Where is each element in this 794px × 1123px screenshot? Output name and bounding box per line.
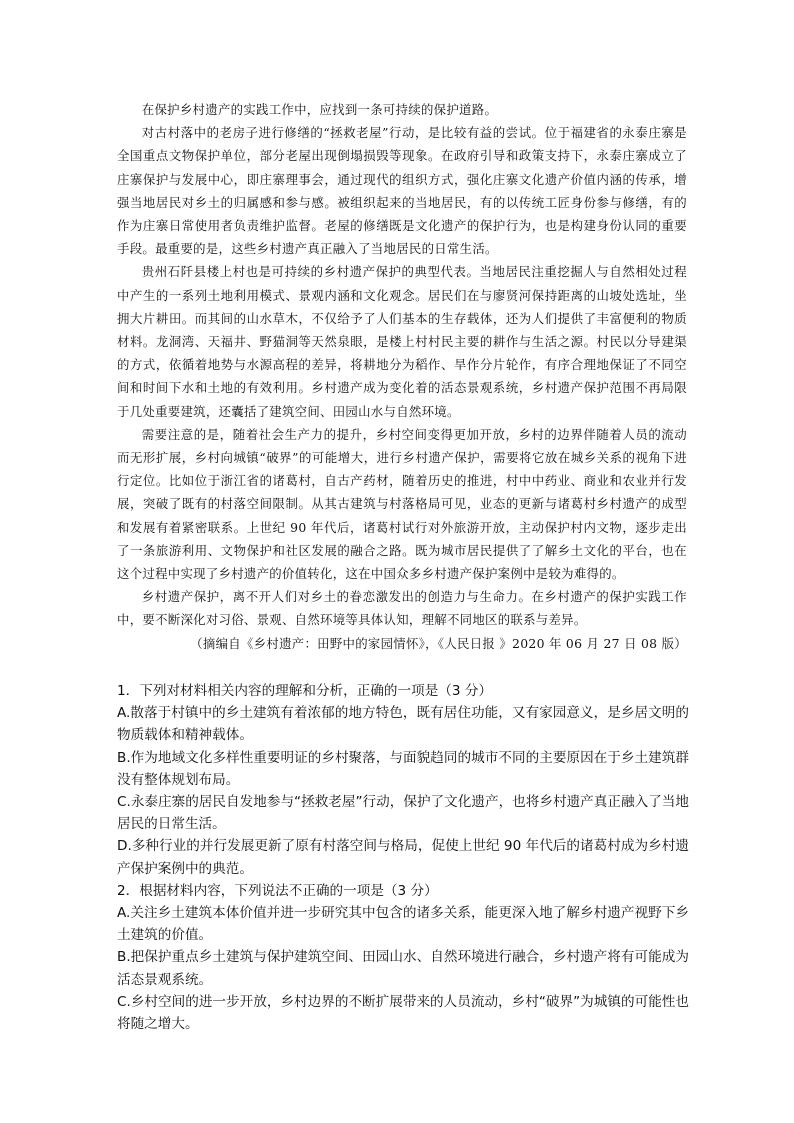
question-1-stem: 1．下列对材料相关内容的理解和分析，正确的一项是（3 分） <box>117 683 493 699</box>
source-citation: （摘编自《乡村遗产：田野中的家园情怀》，《人民日报 》2020 年 06 月 27 日 08 版） <box>190 635 687 651</box>
passage-paragraph: 乡村遗产保护，离不开人们对乡土的眷恋激发出的创造力与生命力。在乡村遗产的保护实践工作中，要不断深化对习俗、景观、自然环境等具体认知，理解不同地区的联系与差异。 <box>117 589 687 628</box>
question-1-option-d: D.多种行业的并行发展更新了原有村落空间与格局，促使上世纪 90 年代后的诸葛村成为乡村遗产保护案例中的典范。 <box>117 838 689 877</box>
question-2-option-c: C.乡村空间的进一步开放，乡村边界的不断扩展带来的人员流动，乡村“破界”为城镇的可能性也将随之增大。 <box>117 993 689 1033</box>
question-2-stem: 2．根据材料内容，下列说法不正确的一项是（3 分） <box>117 882 438 899</box>
question-2-option-a: A.关注乡土建筑本体价值并进一步研究其中包含的诸多关系，能更深入地了解乡村遗产视野下乡土建筑的价值。 <box>117 905 689 944</box>
reading-passage <box>117 98 687 655</box>
passage-paragraph: 需要注意的是，随着社会生产力的提升，乡村空间变得更加开放，乡村的边界伴随着人员的流动而无形扩展，乡村向城镇“破界”的可能增大，进行乡村遗产保护，需要将它放在城乡关系的视角下进行定位。比如位于浙江省的诸葛村，自古产药材，随着历史的推进，村中中药业、商业和农业并行发展，突破了既有的村落空间限制。从其古建筑与村落格局可见，业态的更新与诸葛村乡村遗产的成型和发展有着紧密联系。上世纪 90 年代后，诸葛村试行对外旅游开放，主动保护村内文物，逐步走出了一条旅游利用、文物保护和社区发展的融合之路。既为城市居民提供了了解乡土文化的平台，也在这个过程中实现了乡村遗产的价值转化，这在中国众多乡村遗产保护案例中是较为难得的。 <box>117 426 687 582</box>
question-1-option-c: C.永泰庄寨的居民自发地参与“拯救老屋”行动，保护了文化遗产，也将乡村遗产真正融入了当地居民的日常生活。 <box>117 794 689 833</box>
question-1-option-b: B.作为地域文化多样性重要明证的乡村聚落，与面貌趋同的城市不同的主要原因在于乡土建筑群没有整体规划布局。 <box>117 749 689 788</box>
question-section <box>117 680 689 1035</box>
question-2-option-b: B.把保护重点乡土建筑与保护建筑空间、田园山水、自然环境进行融合，乡村遗产将有可能成为活态景观系统。 <box>117 949 689 988</box>
passage-paragraph: 对古村落中的老房子进行修缮的“拯救老屋”行动，是比较有益的尝试。位于福建省的永泰庄寨是全国重点文物保护单位，部分老屋出现倒塌损毁等现象。在政府引导和政策支持下，永泰庄寨成立了庄寨保护与发展中心，即庄寨理事会，通过现代的组织方式，强化庄寨文化遗产价值内涵的传承，增强当地居民对乡土的归属感和参与感。被组织起来的当地居民，有的以传统工匠身份参与修缮，有的作为庄寨日常使用者负责维护监督。老屋的修缮既是文化遗产的保护行为，也是构建身份认同的重要手段。最重要的是，这些乡村遗产真正融入了当地居民的日常生活。 <box>117 125 687 257</box>
passage-paragraph: 贵州石阡县楼上村也是可持续的乡村遗产保护的典型代表。当地居民注重挖掘人与自然相处过程中产生的一系列土地利用模式、景观内涵和文化观念。居民们在与廖贤河保持距离的山坡处选址，坐拥大片耕田。而其间的山水草木，不仅给予了人们基本的生存载体，还为人们提供了丰富便利的物质材料。龙洞湾、天福井、野猫洞等天然泉眼，是楼上村村民主要的耕作与生活之源。村民以分导建渠的方式，依循着地势与水源高程的差异，将耕地分为稻作、旱作分片轮作，有序合理地保证了不同空间和时间下水和土地的有效利用。乡村遗产成为变化着的活态景观系统，乡村遗产保护范围不再局限于几处重要建筑，还囊括了建筑空间、田园山水与自然环境。 <box>117 264 687 419</box>
passage-paragraph: 在保护乡村遗产的实践工作中，应找到一条可持续的保护道路。 <box>141 102 498 117</box>
question-1-option-a: A.散落于村镇中的乡土建筑有着浓郁的地方特色，既有居住功能，又有家园意义，是乡居文明的物质载体和精神载体。 <box>117 705 689 744</box>
